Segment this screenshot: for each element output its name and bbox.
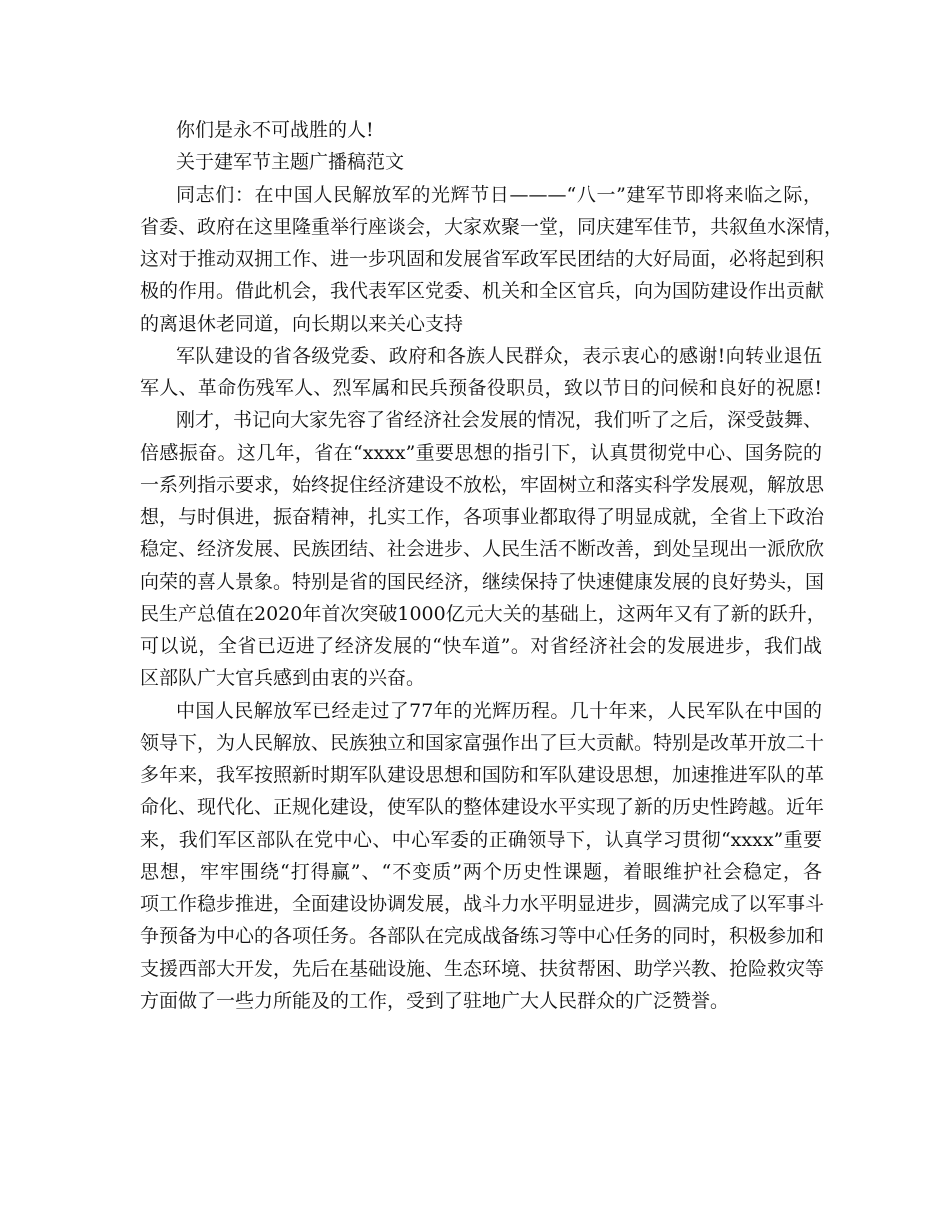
- text-line: 可以说，全省已迈进了经济发展的“快车道”。对省经济社会的发展进步，我们战: [140, 635, 822, 657]
- text-line: 一系列指示要求，始终捉住经济建设不放松，牢固树立和落实科学发展观，解放思: [140, 473, 825, 496]
- text-line: 多年来，我军按照新时期军队建设思想和国防和军队建设思想，加速推进军队的革: [140, 764, 825, 786]
- text-line: 的离退休老同道，向长期以来关心支持: [140, 312, 464, 335]
- text-line: 军人、革命伤残军人、烈军属和民兵预备役职员，致以节日的问候和良好的祝愿!: [140, 377, 822, 399]
- text-line: 军队建设的省各级党委、政府和各族人民群众，表示衷心的感谢!向转业退伍: [176, 344, 822, 367]
- text-line: 民生产总值在2020年首次突破1000亿元大关的基础上，这两年又有了新的跃升，: [140, 602, 826, 625]
- text-line: 中国人民解放军已经走过了77年的光辉历程。几十年来，人民军队在中国的: [176, 699, 822, 722]
- text-line: 方面做了一些力所能及的工作，受到了驻地广大人民群众的广泛赞誉。: [140, 989, 730, 1012]
- text-line: 你们是永不可战胜的人!: [176, 119, 374, 141]
- text-line: 思想，牢牢围绕“打得赢”、“不变质”两个历史性课题，着眼维护社会稳定，各: [140, 860, 822, 883]
- text-line: 命化、现代化、正规化建设，使军队的整体建设水平实现了新的历史性跨越。近年: [140, 796, 825, 819]
- document-body: [140, 114, 844, 1017]
- text-line: 来，我们军区部队在党中心、中心军委的正确领导下，认真学习贯彻“xxxx”重要: [140, 828, 822, 851]
- document-title: 关于建军节主题广播稿范文: [176, 151, 405, 174]
- text-line: 省委、政府在这里隆重举行座谈会，大家欢聚一堂，同庆建军佳节，共叙鱼水深情，: [140, 215, 844, 238]
- text-line: 这对于推动双拥工作、进一步巩固和发展省军政军民团结的大好局面，必将起到积: [140, 248, 825, 270]
- text-line: 同志们：在中国人民解放军的光辉节日———“八一”建军节即将来临之际，: [176, 183, 822, 206]
- text-line: 刚才，书记向大家先容了省经济社会发展的情况，我们听了之后，深受鼓舞、: [176, 409, 823, 432]
- text-line: 想，与时俱进，振奋精神，扎实工作，各项事业都取得了明显成就，全省上下政治: [140, 506, 825, 528]
- text-line: 领导下，为人民解放、民族独立和国家富强作出了巨大贡献。特别是改革开放二十: [140, 731, 825, 754]
- text-line: 区部队广大官兵感到由衷的兴奋。: [140, 667, 426, 690]
- text-line: 稳定、经济发展、民族团结、社会进步、人民生活不断改善，到处呈现出一派欣欣: [140, 538, 825, 561]
- text-line: 支援西部大开发，先后在基础设施、生态环境、扶贫帮困、助学兴教、抢险救灾等: [140, 957, 825, 980]
- text-line: 极的作用。借此机会，我代表军区党委、机关和全区官兵，向为国防建设作出贡献: [140, 280, 825, 303]
- text-line: 争预备为中心的各项任务。各部队在完成战备练习等中心任务的同时，积极参加和: [140, 925, 825, 948]
- text-line: 向荣的喜人景象。特别是省的国民经济，继续保持了快速健康发展的良好势头，国: [140, 570, 825, 593]
- text-line: 倍感振奋。这几年，省在“xxxx”重要思想的指引下，认真贯彻党中心、国务院的: [140, 441, 822, 464]
- text-line: 项工作稳步推进，全面建设协调发展，战斗力水平明显进步，圆满完成了以军事斗: [140, 893, 825, 915]
